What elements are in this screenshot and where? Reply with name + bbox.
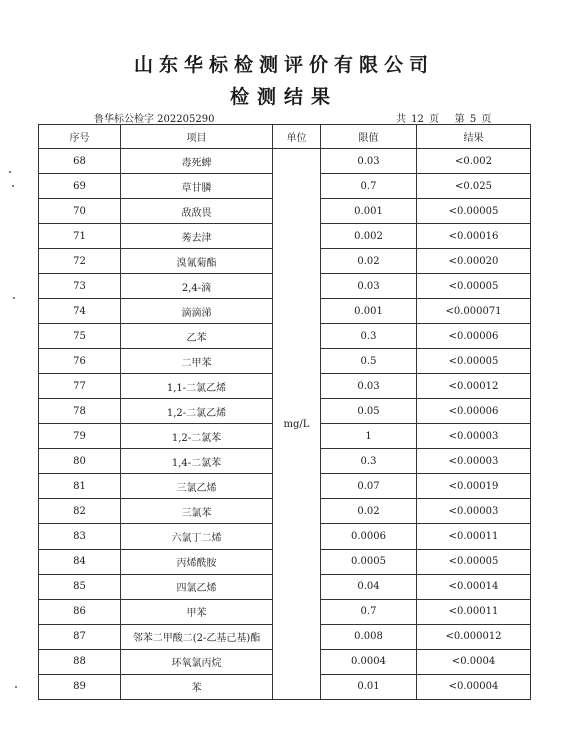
- row-limit: 0.3: [321, 449, 417, 474]
- row-number: 82: [39, 499, 121, 524]
- report-title: 检测结果: [229, 86, 338, 108]
- row-result: <0.002: [417, 149, 531, 174]
- row-number: 86: [39, 599, 121, 624]
- row-limit: 0.0005: [321, 549, 417, 574]
- row-result: <0.00011: [417, 524, 531, 549]
- page-current: 第 5 页: [454, 114, 492, 125]
- row-item: 敌敌畏: [121, 199, 273, 224]
- row-item: 二甲苯: [121, 349, 273, 374]
- row-number: 77: [39, 374, 121, 399]
- row-result: <0.00006: [417, 399, 531, 424]
- row-number: 87: [39, 624, 121, 649]
- row-limit: 0.0004: [321, 649, 417, 674]
- row-number: 83: [39, 524, 121, 549]
- row-item: 1,4-二氯苯: [121, 449, 273, 474]
- row-limit: 0.3: [321, 324, 417, 349]
- unit-cell: mg/L: [273, 149, 321, 700]
- row-item: 丙烯酰胺: [121, 549, 273, 574]
- row-limit: 0.04: [321, 574, 417, 599]
- row-result: <0.00003: [417, 449, 531, 474]
- row-result: <0.00005: [417, 349, 531, 374]
- row-number: 89: [39, 674, 121, 699]
- row-result: <0.00012: [417, 374, 531, 399]
- scan-speck: [15, 686, 17, 688]
- table-body: [39, 149, 531, 700]
- row-item: 三氯乙烯: [121, 474, 273, 499]
- row-result: <0.00011: [417, 599, 531, 624]
- scan-speck: [13, 297, 15, 299]
- row-result: <0.00003: [417, 499, 531, 524]
- row-result: <0.00020: [417, 249, 531, 274]
- row-limit: 0.02: [321, 499, 417, 524]
- row-limit: 0.001: [321, 299, 417, 324]
- row-item: 1,2-二氯苯: [121, 424, 273, 449]
- row-limit: 0.7: [321, 599, 417, 624]
- row-limit: 0.5: [321, 349, 417, 374]
- row-number: 74: [39, 299, 121, 324]
- row-item: 滴滴涕: [121, 299, 273, 324]
- row-result: <0.00005: [417, 199, 531, 224]
- col-header-result: 结果: [417, 125, 531, 149]
- row-item: 环氧氯丙烷: [121, 649, 273, 674]
- row-item: 2,4-滴: [121, 274, 273, 299]
- row-result: <0.0004: [417, 649, 531, 674]
- row-number: 80: [39, 449, 121, 474]
- row-number: 70: [39, 199, 121, 224]
- row-item: 毒死蜱: [121, 149, 273, 174]
- row-number: 78: [39, 399, 121, 424]
- col-header-item: 项目: [121, 125, 273, 149]
- row-item: 乙苯: [121, 324, 273, 349]
- table-row: [39, 149, 531, 174]
- row-result: <0.00019: [417, 474, 531, 499]
- row-item: 溴氰菊酯: [121, 249, 273, 274]
- row-limit: 0.03: [321, 374, 417, 399]
- row-item: 三氯苯: [121, 499, 273, 524]
- row-result: <0.00014: [417, 574, 531, 599]
- results-table: [38, 124, 531, 700]
- page-info: [396, 110, 491, 125]
- row-limit: 0.0006: [321, 524, 417, 549]
- table-header-row: [39, 125, 531, 149]
- scan-speck: [12, 185, 14, 187]
- row-limit: 1: [321, 424, 417, 449]
- row-result: <0.00005: [417, 549, 531, 574]
- row-item: 六氯丁二烯: [121, 524, 273, 549]
- row-result: <0.000012: [417, 624, 531, 649]
- row-item: 1,2-二氯乙烯: [121, 399, 273, 424]
- row-limit: 0.03: [321, 274, 417, 299]
- row-number: 71: [39, 224, 121, 249]
- row-limit: 0.01: [321, 674, 417, 699]
- row-number: 88: [39, 649, 121, 674]
- row-limit: 0.02: [321, 249, 417, 274]
- row-number: 79: [39, 424, 121, 449]
- row-item: 苯: [121, 674, 273, 699]
- row-limit: 0.03: [321, 149, 417, 174]
- row-limit: 0.008: [321, 624, 417, 649]
- row-result: <0.00005: [417, 274, 531, 299]
- row-result: <0.00006: [417, 324, 531, 349]
- row-result: <0.025: [417, 174, 531, 199]
- row-item: 甲苯: [121, 599, 273, 624]
- document-number: 鲁华标公检字 202205290: [94, 114, 215, 125]
- row-number: 75: [39, 324, 121, 349]
- row-item: 1,1-二氯乙烯: [121, 374, 273, 399]
- row-number: 76: [39, 349, 121, 374]
- row-number: 73: [39, 274, 121, 299]
- row-limit: 0.7: [321, 174, 417, 199]
- row-number: 85: [39, 574, 121, 599]
- row-limit: 0.05: [321, 399, 417, 424]
- row-result: <0.00003: [417, 424, 531, 449]
- company-name: 山东华标检测评价有限公司: [133, 54, 434, 76]
- row-result: <0.000071: [417, 299, 531, 324]
- scan-speck: [9, 171, 11, 173]
- row-result: <0.00004: [417, 674, 531, 699]
- row-item: 草甘膦: [121, 174, 273, 199]
- row-item: 邻苯二甲酸二(2-乙基己基)酯: [121, 624, 273, 649]
- row-limit: 0.001: [321, 199, 417, 224]
- row-number: 81: [39, 474, 121, 499]
- row-number: 69: [39, 174, 121, 199]
- row-item: 莠去津: [121, 224, 273, 249]
- row-number: 72: [39, 249, 121, 274]
- row-limit: 0.07: [321, 474, 417, 499]
- row-number: 68: [39, 149, 121, 174]
- col-header-unit: 单位: [273, 125, 321, 149]
- row-limit: 0.002: [321, 224, 417, 249]
- col-header-number: 序号: [39, 125, 121, 149]
- row-number: 84: [39, 549, 121, 574]
- page-total: 共 12 页: [396, 114, 440, 125]
- col-header-limit: 限值: [321, 125, 417, 149]
- row-result: <0.00016: [417, 224, 531, 249]
- row-item: 四氯乙烯: [121, 574, 273, 599]
